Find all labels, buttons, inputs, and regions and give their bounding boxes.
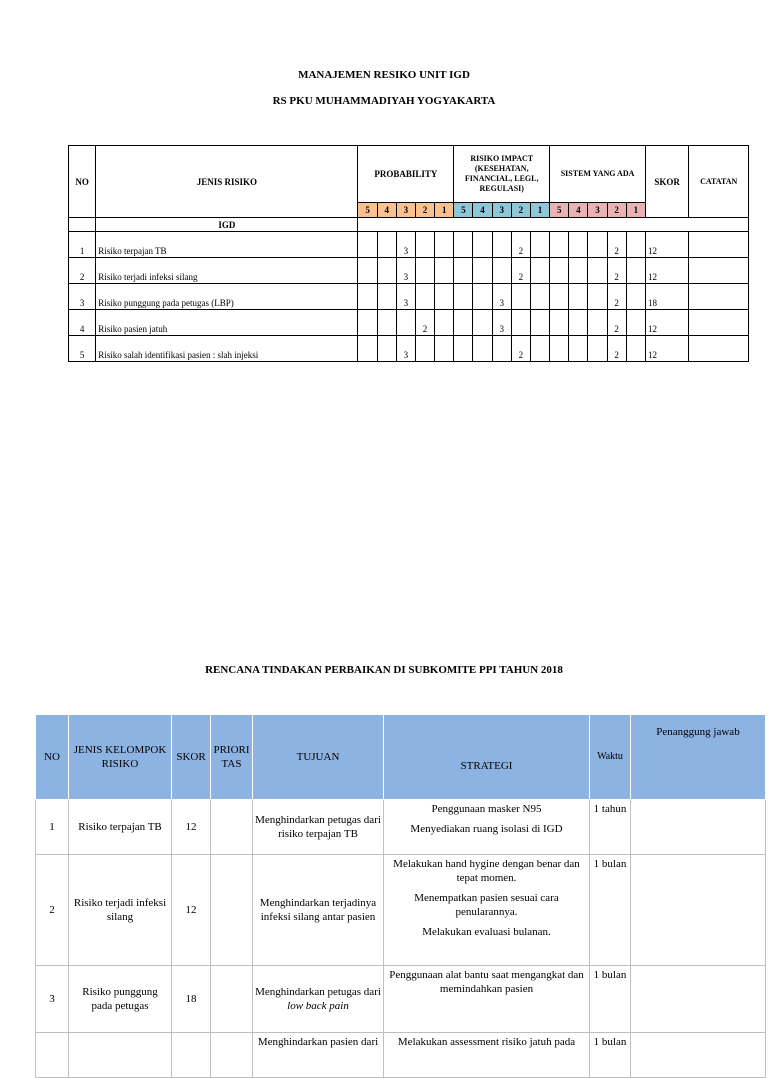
risk-row [69,310,749,336]
risk-cell-prob [435,336,454,362]
col-header-catatan: CATATAN [689,146,749,218]
scale-prob-cell: 5 [358,203,377,218]
scale-sistem-cell: 5 [550,203,569,218]
risk-cell-impact [530,310,549,336]
risk-cell-sistem [569,310,588,336]
risk-cell-sistem: 2 [607,258,626,284]
plan-cell-no: 3 [36,966,69,1033]
risk-row [69,336,749,362]
risk-cell-prob: 3 [396,336,415,362]
plan-cell-prioritas [211,966,253,1033]
risk-cell-no: 4 [69,310,96,336]
scale-prob-cell: 3 [396,203,415,218]
risk-cell-sistem: 2 [607,284,626,310]
risk-cell-jenis: Risiko punggung pada petugas (LBP) [96,284,358,310]
risk-cell-impact [530,284,549,310]
scale-sistem-cell: 2 [607,203,626,218]
risk-cell-sistem: 2 [607,336,626,362]
strategy-item: Melakukan evaluasi bulanan. [422,926,551,938]
risk-cell-impact [454,336,473,362]
risk-cell-sistem [626,310,645,336]
risk-cell-sistem [569,284,588,310]
plan-cell-skor: 12 [172,855,211,966]
risk-cell-prob [396,310,415,336]
document-title: MANAJEMEN RESIKO UNIT IGD [298,69,470,81]
risk-cell-jenis: Risiko pasien jatuh [96,310,358,336]
strategy-item: Melakukan assessment risiko jatuh pada [397,1036,576,1048]
risk-cell-prob [358,232,377,258]
risk-cell-sistem [569,258,588,284]
risk-cell-sistem [550,284,569,310]
plan-header-prioritas: PRIORI TAS [211,715,253,800]
scale-sistem-cell: 3 [588,203,607,218]
plan-cell-jenis [69,1033,172,1078]
risk-cell-prob [435,232,454,258]
risk-cell-impact [473,284,492,310]
risk-cell-impact [511,284,530,310]
risk-cell-jenis: Risiko salah identifikasi pasien : slah injeksi [96,336,358,362]
plan-cell-prioritas [211,1033,253,1078]
plan-cell-pj [631,1033,766,1078]
risk-cell-impact [454,232,473,258]
risk-cell-prob [377,232,396,258]
scale-impact-cell: 1 [530,203,549,218]
risk-cell-prob [358,258,377,284]
plan-cell-prioritas [211,800,253,855]
risk-cell-jenis: Risiko terpajan TB [96,232,358,258]
risk-management-table [68,145,749,362]
tujuan-text: Menghindarkan petugas dari [255,986,381,998]
risk-cell-prob [415,258,434,284]
risk-cell-impact [473,336,492,362]
risk-cell-skor: 18 [645,284,688,310]
risk-cell-impact [473,232,492,258]
col-header-sistem: SISTEM YANG ADA [550,146,646,203]
risk-cell-prob [435,284,454,310]
plan-cell-pj [631,966,766,1033]
risk-cell-no: 3 [69,284,96,310]
scale-impact-cell: 5 [454,203,473,218]
plan-cell-strategi [384,855,590,966]
risk-cell-prob: 3 [396,284,415,310]
risk-cell-sistem [588,310,607,336]
plan-row [36,966,766,1033]
plan-cell-strategi [384,966,590,1033]
risk-cell-sistem [588,232,607,258]
risk-cell-prob [358,284,377,310]
risk-cell-sistem [588,284,607,310]
strategy-item: Penggunaan alat bantu saat mengangkat dan memindahkan pasien [389,969,584,995]
col-header-probability: PROBABILITY [358,146,454,203]
risk-cell-catatan [689,310,749,336]
risk-cell-prob: 2 [415,310,434,336]
risk-cell-prob [415,232,434,258]
plan-cell-waktu: 1 bulan [590,855,631,966]
risk-cell-impact [492,258,511,284]
plan-cell-tujuan: Menghindarkan pasien dari [253,1033,384,1078]
risk-cell-sistem [588,336,607,362]
plan-cell-pj [631,855,766,966]
plan-header-pj: Penanggung jawab [631,715,766,800]
plan-row [36,1033,766,1078]
strategy-item: Menyediakan ruang isolasi di IGD [410,823,563,835]
risk-cell-sistem [626,232,645,258]
plan-cell-skor: 18 [172,966,211,1033]
plan-cell-jenis: Risiko punggung pada petugas [69,966,172,1033]
risk-cell-prob [415,284,434,310]
risk-cell-catatan [689,232,749,258]
risk-cell-sistem [550,258,569,284]
risk-cell-impact [454,258,473,284]
risk-cell-prob [358,336,377,362]
risk-cell-skor: 12 [645,336,688,362]
risk-row [69,232,749,258]
risk-cell-impact [454,284,473,310]
scale-impact-cell: 2 [511,203,530,218]
risk-cell-impact: 3 [492,284,511,310]
risk-row [69,284,749,310]
risk-cell-prob: 3 [396,258,415,284]
plan-cell-tujuan: Menghindarkan petugas dari risiko terpajan TB [253,800,384,855]
plan-cell-skor: 12 [172,800,211,855]
risk-cell-prob [377,336,396,362]
risk-cell-impact: 2 [511,336,530,362]
plan-header-strategi: STRATEGI [384,715,590,800]
plan-cell-tujuan [253,966,384,1033]
plan-header-skor: SKOR [172,715,211,800]
plan-cell-strategi [384,1033,590,1078]
risk-cell-jenis: Risiko terjadi infeksi silang [96,258,358,284]
plan-cell-tujuan: Menghindarkan terjadinya infeksi silang antar pasien [253,855,384,966]
col-header-jenis-risiko: JENIS RISIKO [96,146,358,218]
risk-cell-skor: 12 [645,232,688,258]
risk-cell-catatan [689,284,749,310]
risk-cell-sistem [626,284,645,310]
risk-cell-sistem [569,336,588,362]
plan-cell-jenis: Risiko terpajan TB [69,800,172,855]
col-header-risk-impact: RISIKO IMPACT (KESEHATAN, FINANCIAL, LEGL, REGULASI) [454,146,550,203]
risk-cell-impact: 2 [511,258,530,284]
risk-cell-impact: 3 [492,310,511,336]
risk-cell-impact [492,232,511,258]
col-header-skor: SKOR [645,146,688,218]
plan-cell-jenis: Risiko terjadi infeksi silang [69,855,172,966]
risk-cell-catatan [689,336,749,362]
scale-prob-cell: 4 [377,203,396,218]
risk-cell-sistem [569,232,588,258]
risk-cell-sistem: 2 [607,232,626,258]
strategy-item: Menempatkan pasien sesuai cara penularannya. [414,892,559,918]
risk-row [69,258,749,284]
risk-cell-sistem: 2 [607,310,626,336]
scale-prob-cell: 1 [435,203,454,218]
risk-cell-sistem [550,310,569,336]
plan-cell-no: 2 [36,855,69,966]
plan-cell-skor [172,1033,211,1078]
risk-cell-impact [530,232,549,258]
risk-cell-prob [435,310,454,336]
section-label: IGD [96,218,358,232]
risk-cell-no: 5 [69,336,96,362]
risk-cell-prob [377,310,396,336]
plan-cell-pj [631,800,766,855]
plan-row [36,855,766,966]
scale-impact-cell: 4 [473,203,492,218]
scale-prob-cell: 2 [415,203,434,218]
risk-cell-prob [377,284,396,310]
plan-cell-waktu: 1 bulan [590,1033,631,1078]
risk-cell-prob [435,258,454,284]
risk-cell-impact [454,310,473,336]
scale-sistem-cell: 1 [626,203,645,218]
scale-impact-cell: 3 [492,203,511,218]
risk-cell-sistem [626,336,645,362]
plan-header-jenis: JENIS KELOMPOK RISIKO [69,715,172,800]
strategy-item: Penggunaan masker N95 [431,803,542,815]
risk-cell-skor: 12 [645,258,688,284]
risk-cell-impact [473,258,492,284]
risk-cell-impact [492,336,511,362]
plan-header-waktu: Waktu [590,715,631,800]
strategy-item: Melakukan hand hygine dengan benar dan tepat momen. [393,858,580,884]
plan-cell-waktu: 1 bulan [590,966,631,1033]
plan-cell-prioritas [211,855,253,966]
tujuan-italic-text: low back pain [287,1000,349,1012]
plan-header-no: NO [36,715,69,800]
risk-cell-sistem [550,232,569,258]
scale-sistem-cell: 4 [569,203,588,218]
plan-row [36,800,766,855]
plan-header-tujuan: TUJUAN [253,715,384,800]
risk-cell-no: 1 [69,232,96,258]
risk-cell-impact: 2 [511,232,530,258]
risk-cell-impact [511,310,530,336]
hospital-name: RS PKU MUHAMMADIYAH YOGYAKARTA [272,95,496,107]
plan-title: RENCANA TINDAKAN PERBAIKAN DI SUBKOMITE PPI TAHUN 2018 [205,664,563,676]
plan-cell-waktu: 1 tahun [590,800,631,855]
risk-cell-sistem [588,258,607,284]
risk-cell-impact [473,310,492,336]
action-plan-table [35,714,766,1078]
risk-cell-impact [530,258,549,284]
risk-cell-sistem [626,258,645,284]
plan-cell-no [36,1033,69,1078]
risk-cell-prob: 3 [396,232,415,258]
risk-cell-prob [415,336,434,362]
risk-cell-skor: 12 [645,310,688,336]
plan-cell-no: 1 [36,800,69,855]
plan-cell-strategi [384,800,590,855]
col-header-no: NO [69,146,96,218]
risk-cell-sistem [550,336,569,362]
risk-cell-prob [358,310,377,336]
risk-cell-prob [377,258,396,284]
risk-cell-catatan [689,258,749,284]
risk-cell-no: 2 [69,258,96,284]
risk-cell-impact [530,336,549,362]
